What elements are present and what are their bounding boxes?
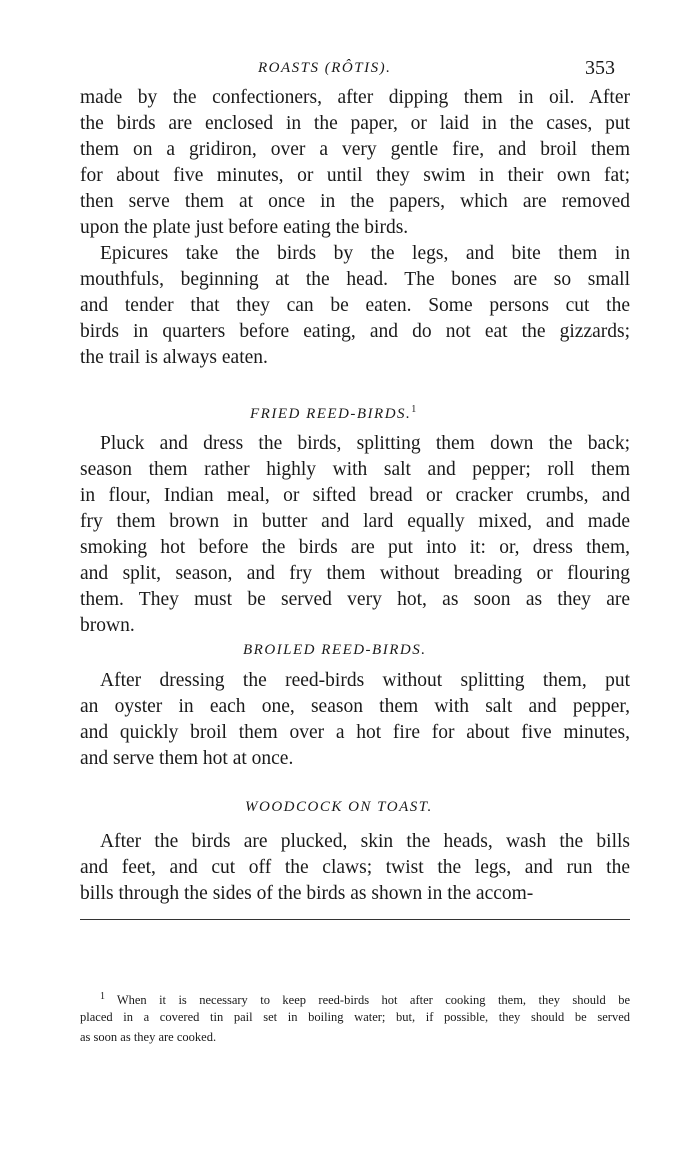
text-line: season them rather highly with salt and pepper; roll them	[80, 459, 630, 480]
text-line: for about five minutes, or until they swim in their own fat;	[80, 165, 630, 186]
text-line: in flour, Indian meal, or sifted bread or cracker crumbs, and	[80, 485, 630, 506]
footnote-divider	[80, 919, 630, 920]
footnote-mark: 1	[411, 404, 418, 415]
running-title: ROASTS (RÔTIS).	[258, 60, 392, 76]
section-heading	[250, 404, 418, 423]
text-line: smoking hot before the birds are put into it: or, dress them,	[80, 537, 630, 558]
text-line: and split, season, and fry them without breading or flouring	[80, 563, 630, 584]
heading-text: BROILED REED-BIRDS.	[243, 642, 427, 658]
text-line: birds in quarters before eating, and do not eat the gizzards;	[80, 321, 630, 342]
page-number: 353	[585, 57, 615, 79]
text-line: bills through the sides of the birds as shown in the accom-	[80, 883, 534, 904]
section-heading	[243, 642, 426, 659]
text-line: Pluck and dress the birds, splitting them down the back;	[100, 433, 630, 454]
text-line: After the birds are plucked, skin the heads, wash the bills	[100, 831, 630, 852]
footnote-line: as soon as they are cooked.	[80, 1030, 217, 1044]
text-line: made by the confectioners, after dipping them in oil. After	[80, 87, 630, 108]
text-line: After dressing the reed-birds without splitting them, put	[100, 670, 630, 691]
text-line: Epicures take the birds by the legs, and bite them in	[100, 243, 630, 264]
text-line: them. They must be served very hot, as soon as they are	[80, 589, 630, 610]
text-line: and tender that they can be eaten. Some persons cut the	[80, 295, 630, 316]
text-line: the trail is always eaten.	[80, 347, 268, 368]
text-line: upon the plate just before eating the birds.	[80, 217, 409, 238]
text-line: them on a gridiron, over a very gentle fire, and broil them	[80, 139, 630, 160]
text-line: mouthfuls, beginning at the head. The bones are so small	[80, 269, 630, 290]
heading-text: FRIED REED-BIRDS.	[250, 406, 412, 422]
text-line: fry them brown in butter and lard equally mixed, and made	[80, 511, 630, 532]
footnote-line: When it is necessary to keep reed-birds hot after cooking them, they should be	[116, 993, 631, 1008]
footnote-line: placed in a covered tin pail set in boiling water; but, if possible, they should be served	[80, 1010, 630, 1024]
footnote-row	[80, 1027, 630, 1047]
heading-text: WOODCOCK ON TOAST.	[245, 799, 433, 815]
text-line: an oyster in each one, season them with salt and pepper,	[80, 696, 630, 717]
text-line: brown.	[80, 615, 135, 636]
footnote-row	[80, 1007, 630, 1027]
section-heading	[245, 799, 433, 816]
text-line: then serve them at once in the papers, which are removed	[80, 191, 630, 212]
text-line: and feet, and cut off the claws; twist the legs, and run the	[80, 857, 630, 878]
text-line: and serve them hot at once.	[80, 748, 294, 769]
text-line: and quickly broil them over a hot fire for about five minutes,	[80, 722, 630, 743]
text-line: the birds are enclosed in the paper, or laid in the cases, put	[80, 113, 630, 134]
footnote-number: 1	[100, 991, 117, 1002]
